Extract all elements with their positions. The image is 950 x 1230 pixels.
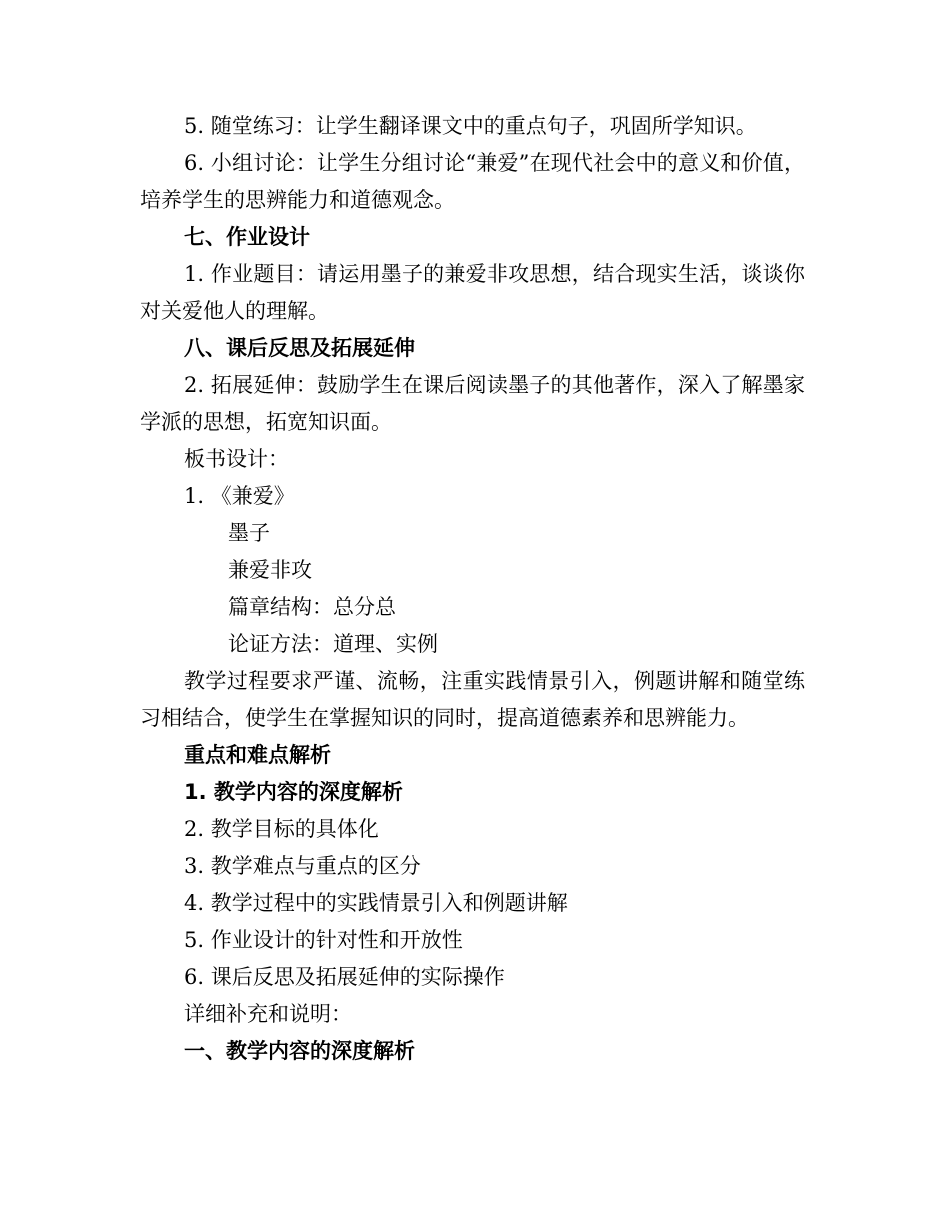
section-heading-homework: 七、作业设计: [184, 225, 310, 249]
blackboard-sub-method: 论证方法：道理、实例: [228, 632, 438, 656]
key-point-item-2: 2. 教学目标的具体化: [184, 817, 379, 841]
teaching-process-paragraph: 教学过程要求严谨、流畅，注重实践情景引入，例题讲解和随堂练习相结合，使学生在掌握知识的同时，提高道德素养和思辨能力。: [140, 669, 805, 730]
blackboard-sub-theme: 兼爱非攻: [228, 558, 312, 582]
key-point-item-1: 1. 教学内容的深度解析: [184, 780, 403, 804]
key-point-item-4: 4. 教学过程中的实践情景引入和例题讲解: [184, 891, 568, 915]
homework-topic-paragraph: 1. 作业题目：请运用墨子的兼爱非攻思想，结合现实生活，谈谈你对关爱他人的理解。: [140, 262, 805, 323]
blackboard-sub-author: 墨子: [228, 521, 270, 545]
practice-paragraph: 5. 随堂练习：让学生翻译课文中的重点句子，巩固所学知识。: [184, 114, 757, 138]
key-point-item-3: 3. 教学难点与重点的区分: [184, 854, 421, 878]
key-point-item-5: 5. 作业设计的针对性和开放性: [184, 928, 463, 952]
blackboard-item-title: 1. 《兼爱》: [184, 484, 295, 508]
blackboard-sub-structure: 篇章结构：总分总: [228, 595, 396, 619]
section-heading-content-analysis: 一、教学内容的深度解析: [184, 1039, 415, 1063]
section-heading-reflection: 八、课后反思及拓展延伸: [184, 336, 415, 360]
key-point-item-6: 6. 课后反思及拓展延伸的实际操作: [184, 965, 505, 989]
section-heading-key-points: 重点和难点解析: [184, 743, 331, 767]
supplement-label: 详细补充和说明：: [184, 1002, 352, 1026]
document-body: [140, 108, 805, 1070]
extension-paragraph: 2. 拓展延伸：鼓励学生在课后阅读墨子的其他著作，深入了解墨家学派的思想，拓宽知识面。: [140, 373, 805, 434]
blackboard-design-label: 板书设计：: [184, 447, 289, 471]
group-discussion-paragraph: 6. 小组讨论：让学生分组讨论“兼爱”在现代社会中的意义和价值，培养学生的思辨能力和道德观念。: [140, 151, 805, 212]
